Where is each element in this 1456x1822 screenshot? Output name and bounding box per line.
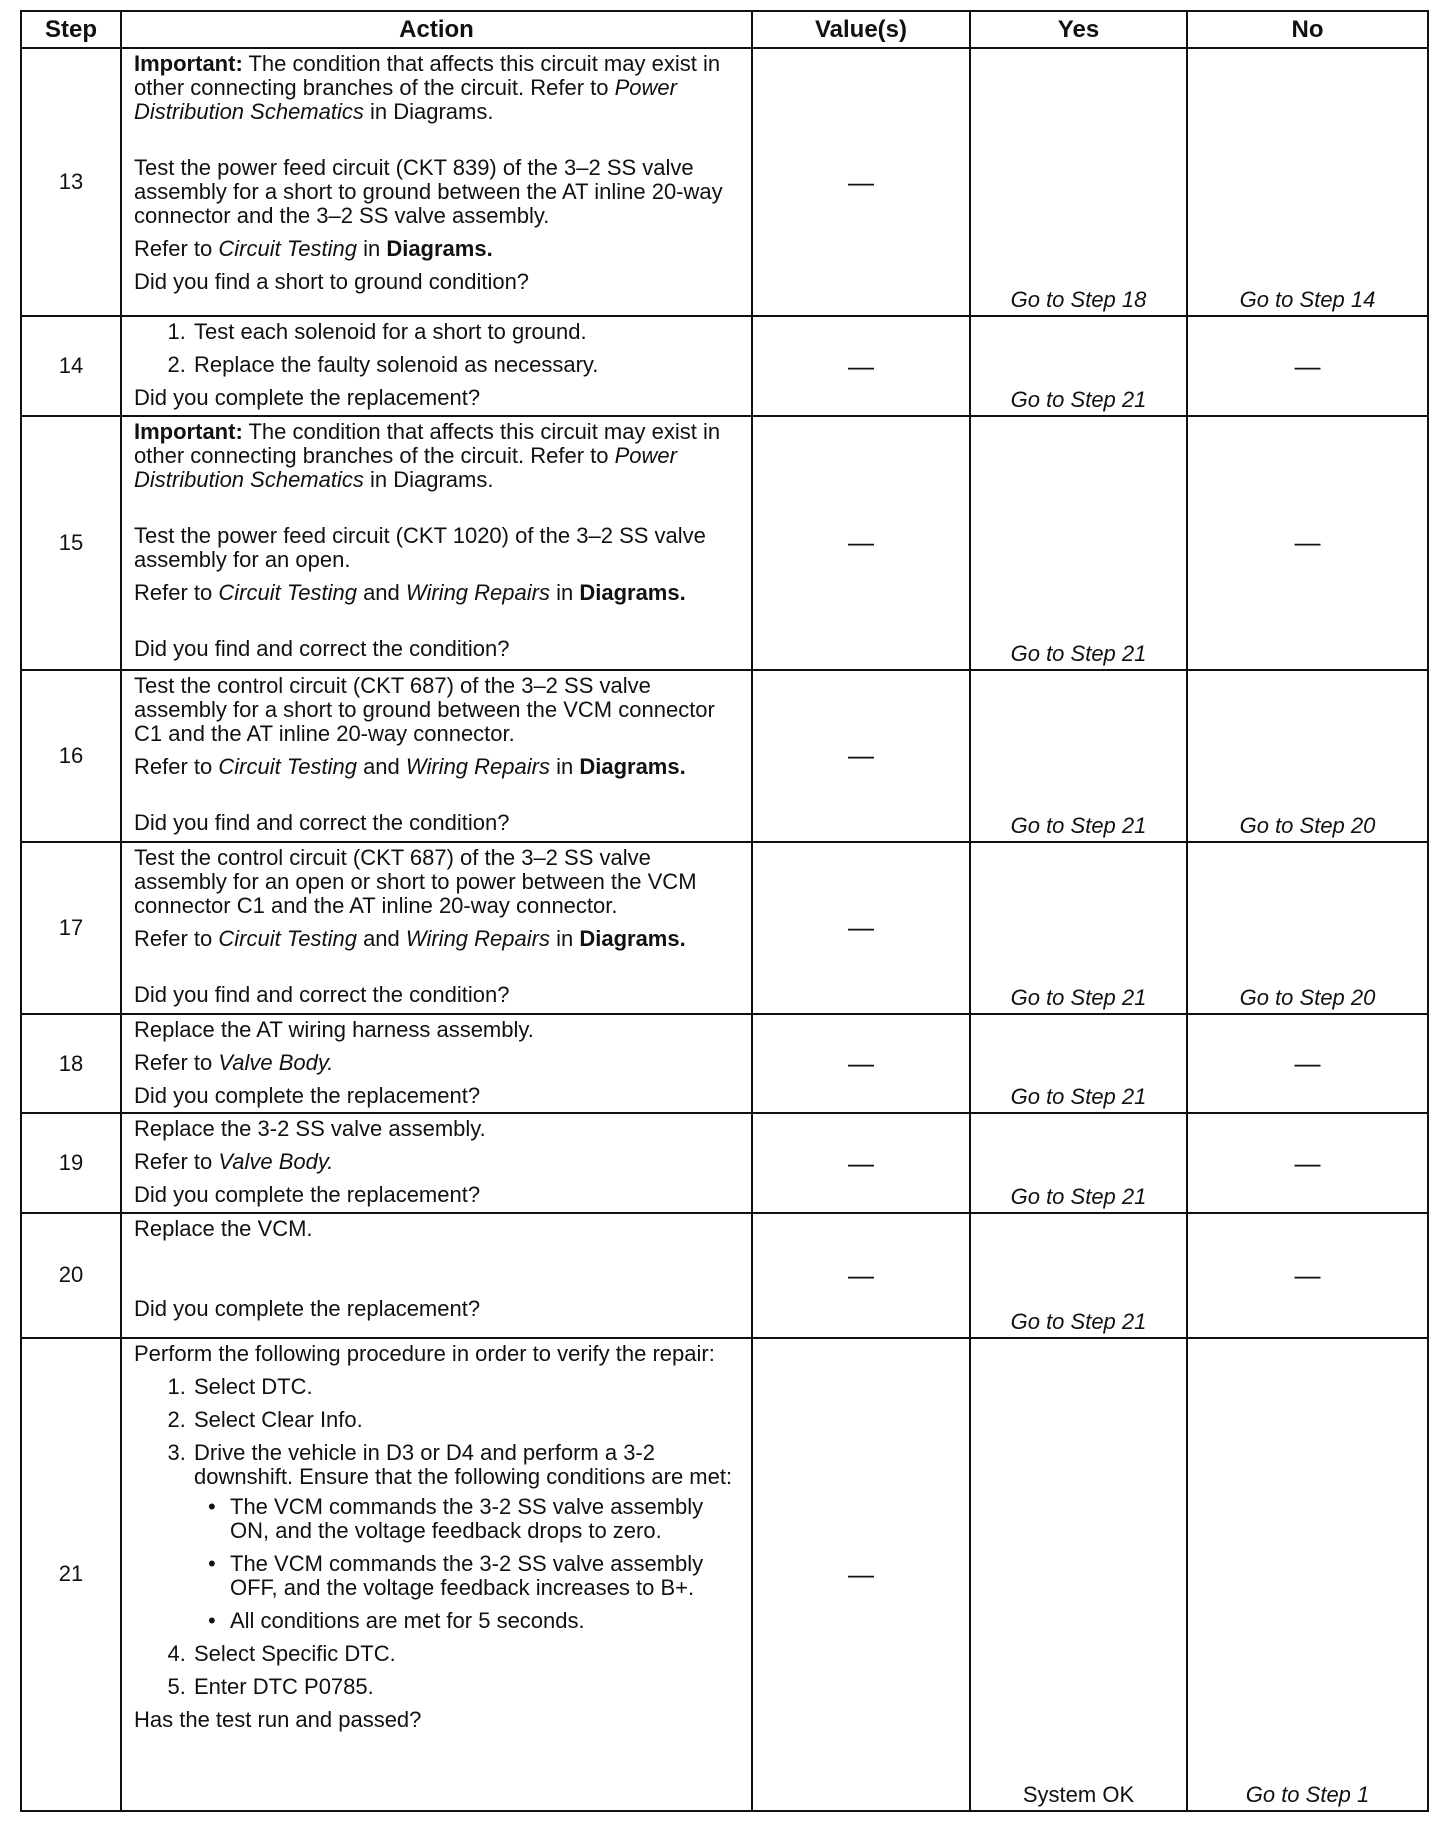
question: Did you complete the replacement? <box>134 1295 481 1321</box>
yes-cell: System OK <box>970 1338 1187 1811</box>
question: Did you complete the replacement? <box>134 385 481 411</box>
value-cell: — <box>752 48 970 316</box>
action-cell <box>121 48 752 316</box>
instruction: Replace the VCM. <box>134 1215 313 1241</box>
step-number: 17 <box>21 842 121 1014</box>
header-action: Action <box>121 11 752 48</box>
question: Did you complete the replacement? <box>134 1182 481 1208</box>
yes-cell: Go to Step 18 <box>970 48 1187 316</box>
step-number: 20 <box>21 1213 121 1338</box>
refer-line: Refer to Circuit Testing in Diagrams. <box>134 236 493 261</box>
action-cell <box>121 416 752 670</box>
yes-cell: Go to Step 21 <box>970 842 1187 1014</box>
step-number: 18 <box>21 1014 121 1113</box>
action-cell <box>121 1113 752 1212</box>
test-instruction: Test the control circuit (CKT 687) of the 3–2 SS valve assembly for a short to ground between the VCM connector C1 and the AT inline 20-way connector. <box>134 672 715 746</box>
refer-line: Refer to Valve Body. <box>134 1149 334 1175</box>
table-row-step-16 <box>21 670 1428 842</box>
question: Did you complete the replacement? <box>134 1082 481 1108</box>
action-cell <box>121 1338 752 1811</box>
no-cell: — <box>1187 316 1428 415</box>
table-row-step-14 <box>21 316 1428 415</box>
table-row-step-15 <box>21 416 1428 670</box>
refer-line: Refer to Circuit Testing and Wiring Repairs in Diagrams. <box>134 753 686 779</box>
step-number: 13 <box>21 48 121 316</box>
step-number: 19 <box>21 1113 121 1212</box>
value-cell: — <box>752 1338 970 1811</box>
list-item: 2. Replace the faulty solenoid as necessary. <box>192 353 743 377</box>
table-row-step-19 <box>21 1113 1428 1212</box>
table-row-step-21 <box>21 1338 1428 1811</box>
no-cell: Go to Step 20 <box>1187 842 1428 1014</box>
important-note: Important: The condition that affects this circuit may exist in other connecting branches of the circuit. Refer to Power Distribution Schematics in Diagrams. <box>134 51 721 124</box>
no-cell: Go to Step 20 <box>1187 670 1428 842</box>
table-row-step-13 <box>21 48 1428 316</box>
question: Did you find and correct the condition? <box>134 981 510 1007</box>
value-cell: — <box>752 842 970 1014</box>
yes-cell: Go to Step 21 <box>970 670 1187 842</box>
table-row-step-17 <box>21 842 1428 1014</box>
no-cell: — <box>1187 1014 1428 1113</box>
numbered-steps <box>134 1375 743 1699</box>
no-cell: Go to Step 1 <box>1187 1338 1428 1811</box>
header-no: No <box>1187 11 1428 48</box>
numbered-steps <box>134 320 743 377</box>
table-header <box>21 11 1428 48</box>
action-cell <box>121 842 752 1014</box>
list-item <box>192 1441 743 1633</box>
list-item: 5. Enter DTC P0785. <box>192 1675 743 1699</box>
step-number: 21 <box>21 1338 121 1811</box>
test-instruction: Test the power feed circuit (CKT 1020) of the 3–2 SS valve assembly for an open. <box>134 522 706 572</box>
important-note: Important: The condition that affects this circuit may exist in other connecting branches of the circuit. Refer to Power Distribution Schematics in Diagrams. <box>134 418 721 492</box>
table-row-step-20 <box>21 1213 1428 1338</box>
question: Has the test run and passed? <box>134 1706 422 1732</box>
question: Did you find and correct the condition? <box>134 635 510 661</box>
list-item: 2. Select Clear Info. <box>192 1408 743 1432</box>
yes-cell: Go to Step 21 <box>970 416 1187 670</box>
list-item: 1. Select DTC. <box>192 1375 743 1399</box>
value-cell: — <box>752 316 970 415</box>
refer-line: Refer to Valve Body. <box>134 1049 334 1075</box>
yes-cell: Go to Step 21 <box>970 1113 1187 1212</box>
condition-item: • The VCM commands the 3-2 SS valve assembly OFF, and the voltage feedback increases to B+. <box>228 1552 743 1600</box>
step-number: 15 <box>21 416 121 670</box>
value-cell: — <box>752 416 970 670</box>
test-instruction: Test the power feed circuit (CKT 839) of the 3–2 SS valve assembly for a short to ground between the AT inline 20-way connector and the 3–2 SS valve assembly. <box>134 155 723 228</box>
action-cell <box>121 316 752 415</box>
condition-list <box>194 1495 743 1633</box>
question: Did you find a short to ground condition? <box>134 269 530 294</box>
instruction: Replace the AT wiring harness assembly. <box>134 1016 534 1042</box>
list-item: 1. Test each solenoid for a short to ground. <box>192 320 743 344</box>
no-cell: — <box>1187 1213 1428 1338</box>
procedure-intro: Perform the following procedure in order to verify the repair: <box>134 1340 715 1366</box>
yes-cell: Go to Step 21 <box>970 1213 1187 1338</box>
list-item: 4. Select Specific DTC. <box>192 1642 743 1666</box>
value-cell: — <box>752 1113 970 1212</box>
step-number: 14 <box>21 316 121 415</box>
value-cell: — <box>752 1014 970 1113</box>
value-cell: — <box>752 1213 970 1338</box>
header-yes: Yes <box>970 11 1187 48</box>
no-cell: Go to Step 14 <box>1187 48 1428 316</box>
yes-cell: Go to Step 21 <box>970 316 1187 415</box>
table-row-step-18 <box>21 1014 1428 1113</box>
refer-line: Refer to Circuit Testing and Wiring Repairs in Diagrams. <box>134 925 686 951</box>
question: Did you find and correct the condition? <box>134 809 510 835</box>
condition-item: • All conditions are met for 5 seconds. <box>228 1609 743 1633</box>
step-number: 16 <box>21 670 121 842</box>
test-instruction: Test the control circuit (CKT 687) of the 3–2 SS valve assembly for an open or short to power between the VCM connector C1 and the AT inline 20-way connector. <box>134 844 697 918</box>
yes-cell: Go to Step 21 <box>970 1014 1187 1113</box>
action-cell <box>121 1014 752 1113</box>
action-cell <box>121 670 752 842</box>
value-cell: — <box>752 670 970 842</box>
header-step: Step <box>21 11 121 48</box>
instruction: Replace the 3-2 SS valve assembly. <box>134 1116 486 1142</box>
header-values: Value(s) <box>752 11 970 48</box>
condition-item: • The VCM commands the 3-2 SS valve assembly ON, and the voltage feedback drops to zero. <box>228 1495 743 1543</box>
action-cell <box>121 1213 752 1338</box>
diagnostic-table <box>20 10 1429 1812</box>
no-cell: — <box>1187 1113 1428 1212</box>
refer-line: Refer to Circuit Testing and Wiring Repairs in Diagrams. <box>134 579 686 605</box>
list-item-text: Drive the vehicle in D3 or D4 and perform a 3-2 downshift. Ensure that the following conditions are met: <box>194 1439 733 1489</box>
no-cell: — <box>1187 416 1428 670</box>
